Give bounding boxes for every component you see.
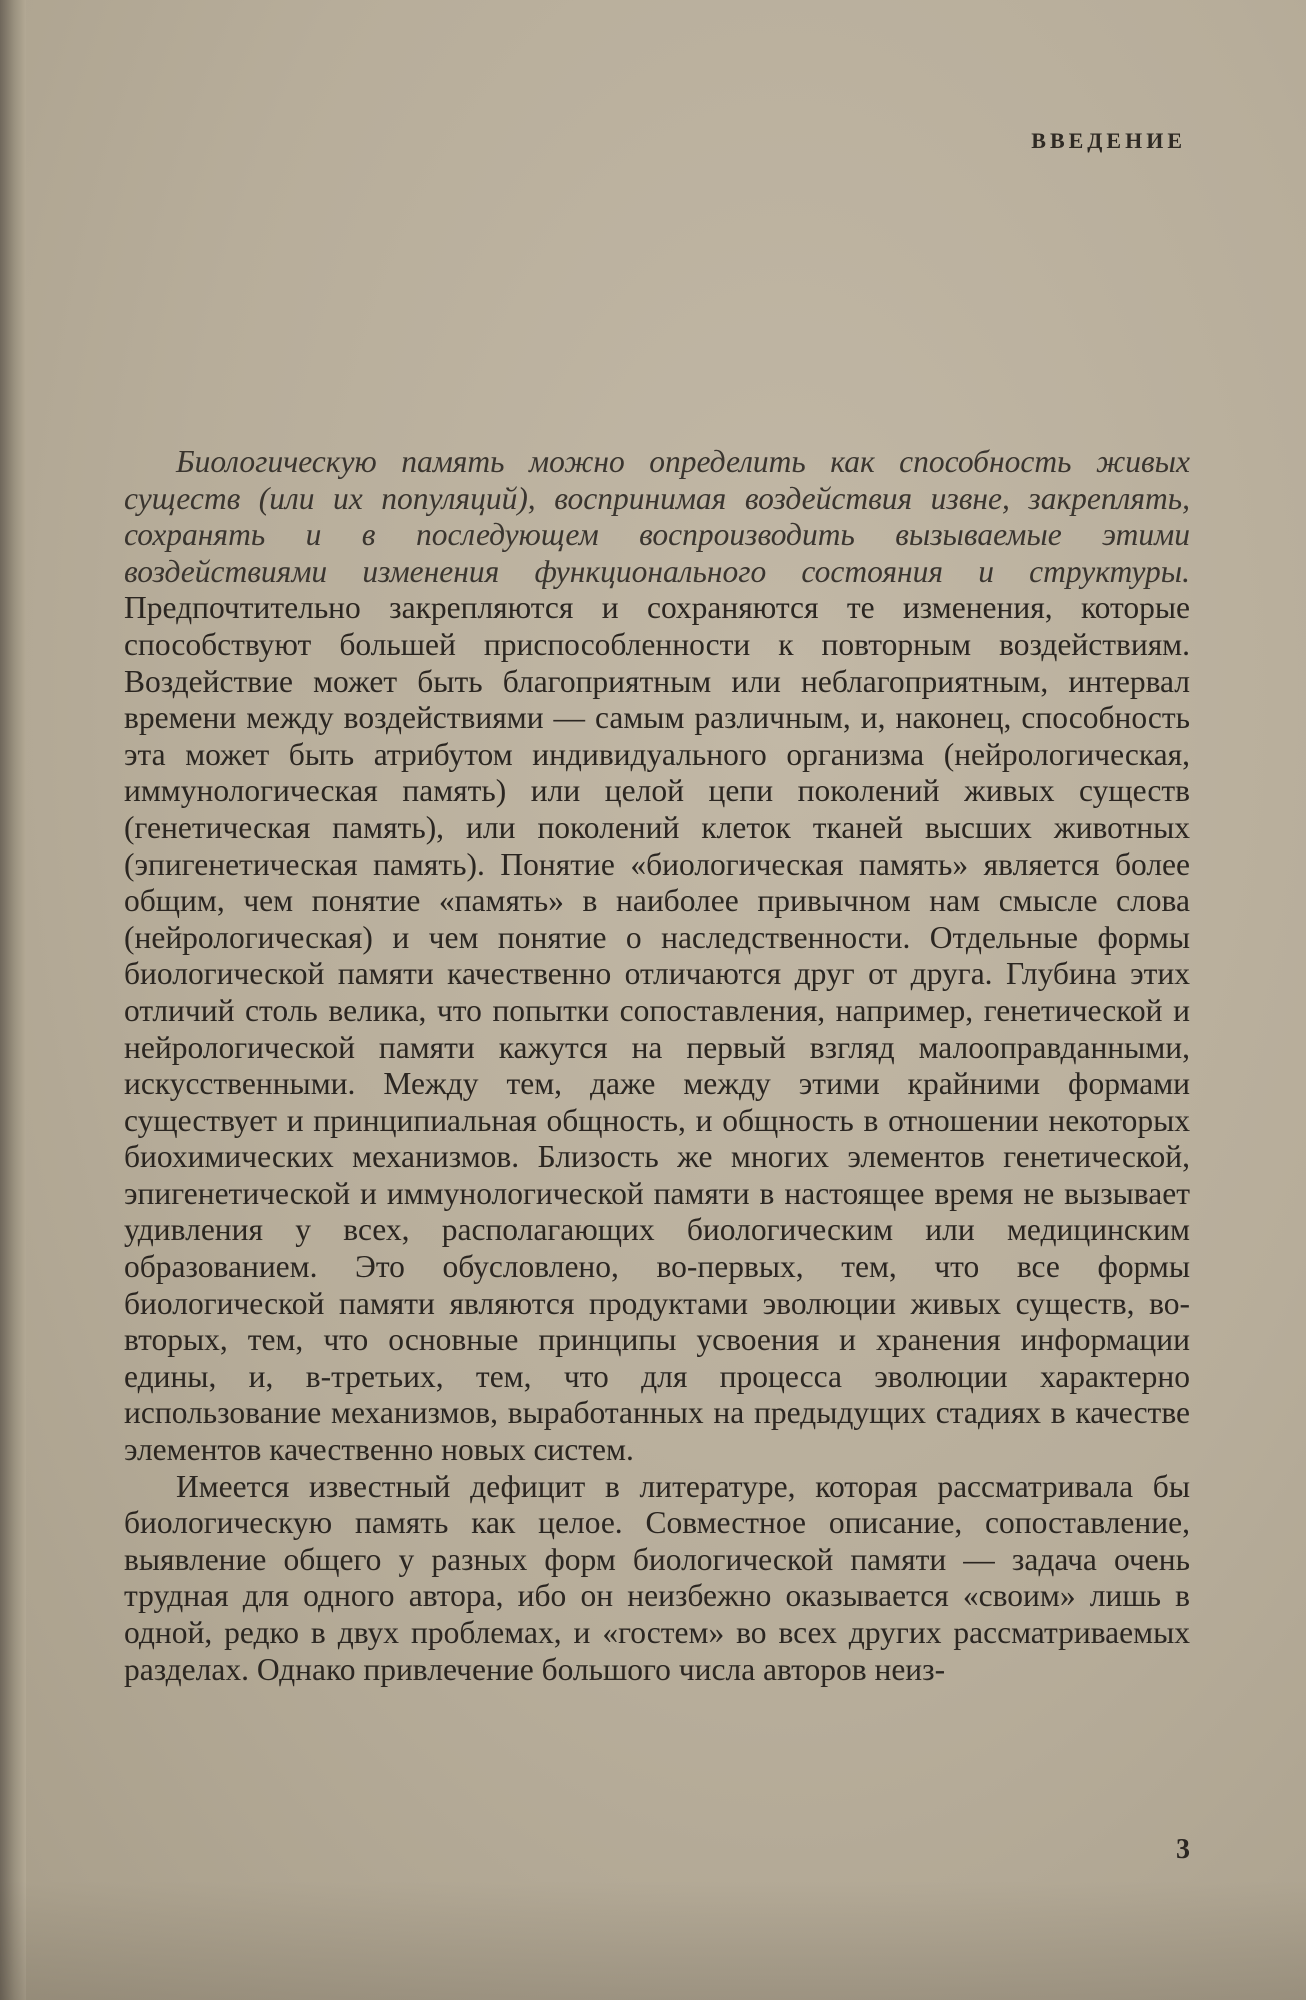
section-heading: ВВЕДЕНИЕ [1031, 128, 1186, 153]
bottom-shadow [0, 1880, 1306, 2000]
page-number: 3 [1176, 1834, 1190, 1865]
page-edge-shadow [0, 0, 26, 2000]
paragraph-2 [124, 1469, 1190, 1689]
paragraph-2-text: Имеется известный дефицит в литературе, которая рассматривала бы биологическую память как целое. Совместное описание, сопоставление, выявление общего у разных форм биологической памяти — задача очень трудная для одного автора, ибо он неизбежно оказывается «своим» лишь в одной, редко в двух проблемах, и «гостем» во всех других рассматриваемых разделах. Однако привлечение большого числа авторов неиз- [124, 1468, 1190, 1687]
body-text [124, 444, 1190, 1688]
definition-italic: Биологическую память можно определить как способность живых существ (или их популяций), воспринимая воздействия извне, закреплять, сохранять и в последующем воспроизводить вызываемые этими воздействиями изменения функционального состояния и структуры. [124, 444, 1190, 589]
paragraph-1-text: Предпочтительно закрепляются и сохраняются те изменения, которые способствуют большей приспособленности к повторным воздействиям. Воздействие может быть благоприятным или неблагоприятным, интервал времени между воздействиями — самым различным, и, наконец, способность эта может быть атрибутом индивидуального организма (нейрологическая, иммунологическая память) или целой цепи поколений живых существ (генетическая память), или поколений клеток тканей высших животных (эпигенетическая память). Понятие «биологическая память» является более общим, чем понятие «память» в наиболее привычном нам смысле слова (нейрологическая) и чем понятие о наследственности. Отдельные формы биологической памяти качественно отличаются друг от друга. Глубина этих отличий столь велика, что попытки сопоставления, например, генетической и нейрологической памяти кажутся на первый взгляд малооправданными, искусственными. Между тем, даже между этими крайними формами существует и принципиальная общность, и общность в отношении некоторых биохимических механизмов. Близость же многих элементов генетической, эпигенетической и иммунологической памяти в настоящее время не вызывает удивления у всех, располагающих биологическим или медицинским образованием. Это обусловлено, во-первых, тем, что все формы биологической памяти являются продуктами эволюции живых существ, во-вторых, тем, что основные принципы усвоения и хранения информации едины, и, в-третьих, тем, что для процесса эволюции характерно использование механизмов, выработанных на предыдущих стадиях в качестве элементов качественно новых систем. [124, 590, 1190, 1468]
paragraph-1 [124, 444, 1190, 1469]
